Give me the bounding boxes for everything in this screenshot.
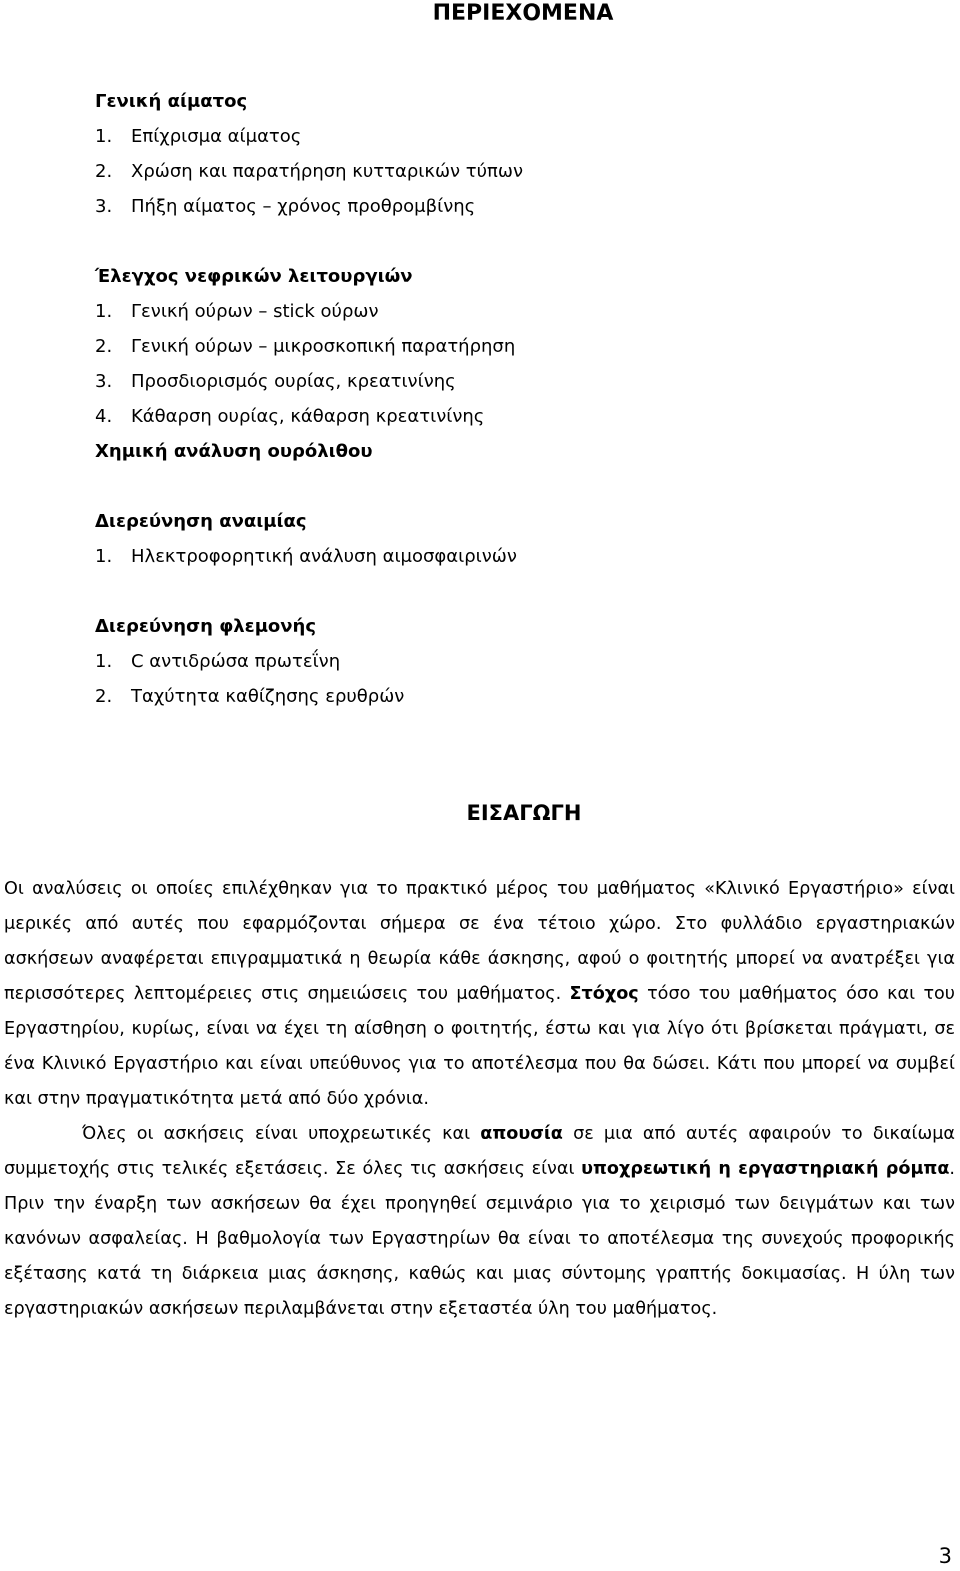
- text-run: Όλες οι ασκήσεις είναι υποχρεωτικές και: [82, 1124, 481, 1144]
- item-number: 3.: [95, 196, 113, 217]
- toc-heading-inflammation: Διερεύνηση φλεμονής: [95, 616, 317, 637]
- item-text: Γενική ούρων – μικροσκοπική παρατήρηση: [131, 336, 516, 357]
- bold-text: υποχρεωτική η εργαστηριακή ρόμπα: [581, 1159, 950, 1179]
- toc-heading-blood: Γενική αίματος: [95, 91, 248, 112]
- item-text: Ηλεκτροφορητική ανάλυση αιμοσφαιρινών: [131, 546, 517, 567]
- toc-heading-urolith: Χημική ανάλυση ουρόλιθου: [95, 441, 373, 462]
- page-number: 3: [938, 1544, 952, 1568]
- item-number: 1.: [95, 546, 113, 567]
- item-number: 2.: [95, 686, 113, 707]
- item-number: 1.: [95, 126, 113, 147]
- paragraph: [4, 872, 955, 1117]
- list-item: [95, 364, 523, 399]
- list-item: [95, 644, 523, 679]
- text-run: τόσο του μαθήματος όσο και του Εργαστηρίου, κυρίως, είναι να έχει τη αίσθηση ο φοιτητής, έστω και για λίγο ότι βρίσκεται πράγματι, σε ένα Κλινικό Εργαστήριο και είναι υπεύθυνος για το αποτέλεσμα που θα δώσει. Κάτι που μπορεί να συμβεί και στην πραγματικότητα μετά από δύο χρόνια.: [4, 984, 955, 1109]
- toc-heading-kidney: Έλεγχος νεφρικών λειτουργιών: [95, 266, 413, 287]
- list-item: [95, 189, 523, 224]
- list-item: [95, 679, 523, 714]
- item-number: 3.: [95, 371, 113, 392]
- list-item: [95, 399, 523, 434]
- item-text: Χρώση και παρατήρηση κυτταρικών τύπων: [131, 161, 524, 182]
- item-number: 4.: [95, 406, 113, 427]
- item-text: Γενική ούρων – stick ούρων: [131, 301, 379, 322]
- paragraph: [4, 1117, 955, 1327]
- item-number: 2.: [95, 161, 113, 182]
- list-item: [95, 539, 523, 574]
- intro-body: [4, 872, 955, 1327]
- bold-text: απουσία: [480, 1124, 563, 1144]
- table-of-contents: [95, 84, 523, 714]
- item-number: 1.: [95, 651, 113, 672]
- item-text: Κάθαρση ουρίας, κάθαρση κρεατινίνης: [131, 406, 485, 427]
- bold-text: Στόχος: [569, 984, 639, 1004]
- list-item: [95, 294, 523, 329]
- item-number: 2.: [95, 336, 113, 357]
- list-item: [95, 329, 523, 364]
- list-item: [95, 119, 523, 154]
- text-run: σε μια από αυτές αφαιρούν το δικαίωμα συμμετοχής στις τελικές εξετάσεις. Σε όλες τις ασκήσεις είναι: [4, 1124, 955, 1179]
- section-title: ΕΙΣΑΓΩΓΗ: [466, 801, 582, 825]
- item-text: Επίχρισμα αίματος: [131, 126, 302, 147]
- text-run: . Πριν την έναρξη των ασκήσεων θα έχει προηγηθεί σεμινάριο για το χειρισμό των δειγμάτων και των κανόνων ασφαλείας. Η βαθμολογία των Εργαστηρίων θα είναι το αποτέλεσμα της συνεχούς προφορικής εξέτασης κατά τη διάρκεια μιας άσκησης, καθώς και μιας σύντομης γραπτής δοκιμασίας. Η ύλη των εργαστηριακών ασκήσεων περιλαμβάνεται στην εξεταστέα ύλη του μαθήματος.: [4, 1159, 955, 1319]
- item-number: 1.: [95, 301, 113, 322]
- toc-heading-anemia: Διερεύνηση αναιμίας: [95, 511, 307, 532]
- page-title: ΠΕΡΙΕΧΟΜΕΝΑ: [432, 1, 614, 26]
- list-item: [95, 154, 523, 189]
- item-text: Ταχύτητα καθίζησης ερυθρών: [131, 686, 405, 707]
- item-text: C αντιδρώσα πρωτεΐνη: [131, 651, 341, 672]
- item-text: Πήξη αίματος – χρόνος προθρομβίνης: [131, 196, 476, 217]
- item-text: Προσδιορισμός ουρίας, κρεατινίνης: [131, 371, 456, 392]
- text-run: Οι αναλύσεις οι οποίες επιλέχθηκαν για το πρακτικό μέρος του μαθήματος «Κλινικό Εργαστήριο» είναι μερικές από αυτές που εφαρμόζονται σήμερα σε ένα τέτοιο χώρο. Στο φυλλάδιο εργαστηριακών ασκήσεων αναφέρεται επιγραμματικά η θεωρία κάθε άσκησης, αφού ο φοιτητής μπορεί να ανατρέξει για περισσότερες λεπτομέρειες στις σημειώσεις του μαθήματος.: [4, 879, 955, 1004]
